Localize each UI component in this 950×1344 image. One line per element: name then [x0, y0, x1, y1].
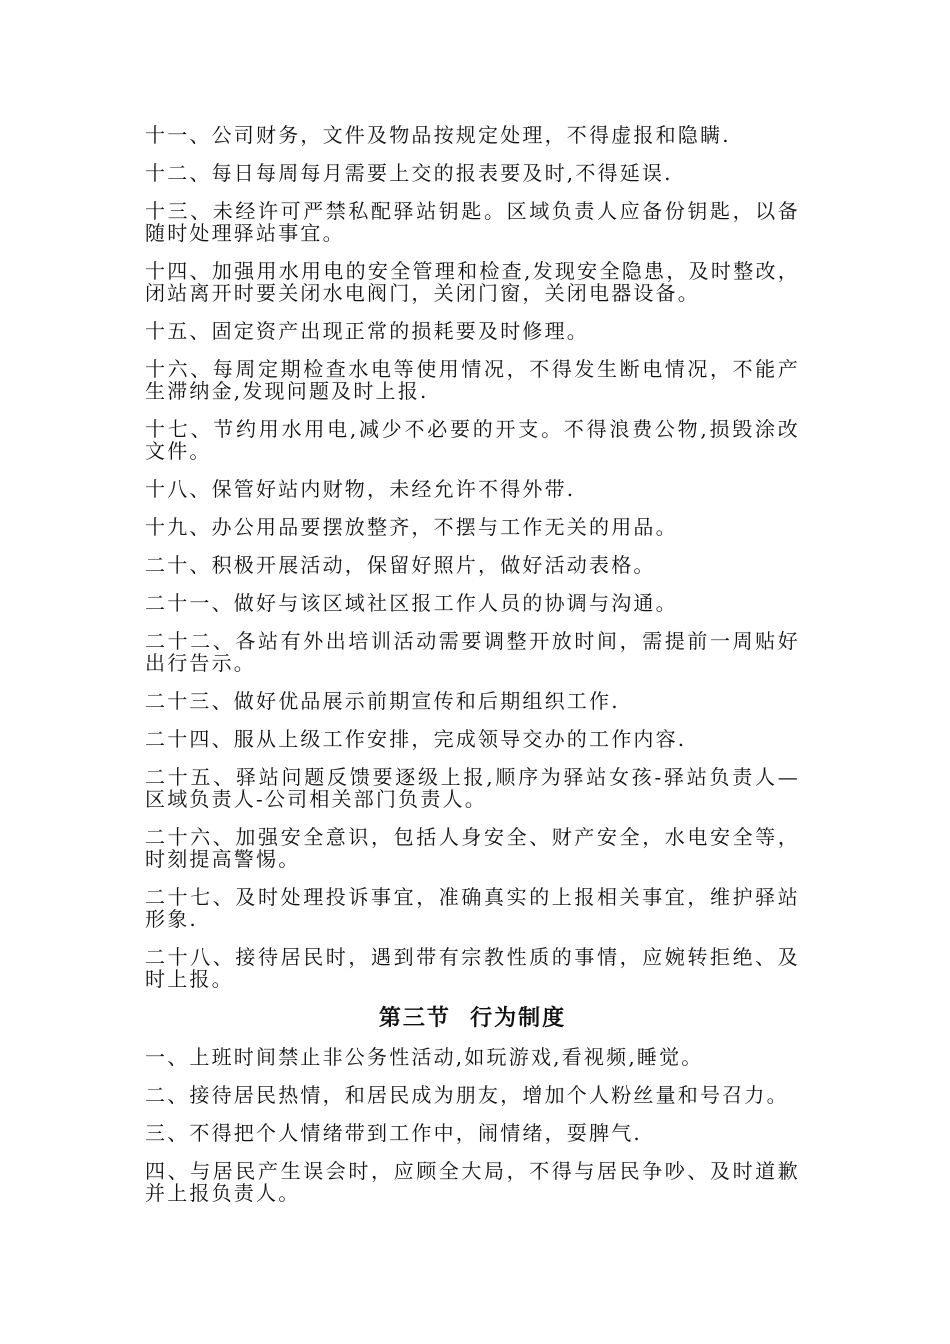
rule-paragraph: 二十四、服从上级工作安排，完成领导交办的工作内容. [145, 727, 687, 751]
rule-paragraph: 三、不得把个人情绪带到工作中，闹情绪，耍脾气. [145, 1121, 642, 1145]
rule-paragraph: 二十八、接待居民时，遇到带有宗教性质的事情，应婉转拒绝、及时上报。 [145, 945, 800, 991]
rule-paragraph: 十五、固定资产出现正常的损耗要及时修理。 [145, 319, 589, 343]
rule-paragraph: 十三、未经许可严禁私配驿站钥匙。区域负责人应备份钥匙，以备随时处理驿站事宜。 [145, 199, 800, 245]
rule-paragraph: 十四、加强用水用电的安全管理和检查,发现安全隐患，及时整改，闭站离开时要关闭水电阀门，关闭门窗，关闭电器设备。 [145, 259, 800, 305]
rules-list-before [145, 124, 800, 990]
rule-paragraph: 二十、积极开展活动，保留好照片，做好活动表格。 [145, 553, 656, 577]
document-body [145, 124, 800, 1220]
rule-paragraph: 十六、每周定期检查水电等使用情况，不得发生断电情况，不能产生滞纳金,发现问题及时上报. [145, 357, 800, 403]
rule-paragraph: 十八、保管好站内财物，未经允许不得外带. [145, 477, 576, 501]
rule-paragraph: 二十六、加强安全意识，包括人身安全、财产安全，水电安全等，时刻提高警惕。 [145, 825, 800, 871]
rules-list-after [145, 1046, 800, 1204]
rule-paragraph: 十二、每日每周每月需要上交的报表要及时,不得延误. [145, 161, 673, 185]
rule-paragraph: 二、接待居民热情，和居民成为朋友，增加个人粉丝量和号召力。 [145, 1083, 789, 1107]
rule-paragraph: 二十三、做好优品展示前期宣传和后期组织工作. [145, 689, 620, 713]
rule-paragraph: 二十一、做好与该区域社区报工作人员的协调与沟通。 [145, 591, 678, 615]
rule-paragraph: 一、上班时间禁止非公务性活动,如玩游戏,看视频,睡觉。 [145, 1045, 704, 1069]
rule-paragraph: 二十二、各站有外出培训活动需要调整开放时间，需提前一周贴好出行告示。 [145, 629, 800, 675]
rule-paragraph: 十九、办公用品要摆放整齐，不摆与工作无关的用品。 [145, 515, 678, 539]
rule-paragraph: 二十五、驿站问题反馈要逐级上报,顺序为驿站女孩-驿站负责人—区域负责人-公司相关部门负责人。 [145, 765, 800, 811]
rule-paragraph: 四、与居民产生误会时，应顾全大局，不得与居民争吵、及时道歉并上报负责人。 [145, 1159, 800, 1205]
rule-paragraph: 十一、公司财务，文件及物品按规定处理，不得虚报和隐瞒. [145, 123, 731, 147]
section-title: 第三节 行为制度 [378, 1006, 567, 1031]
rule-paragraph: 十七、节约用水用电,减少不必要的开支。不得浪费公物,损毁涂改文件。 [145, 417, 800, 463]
rule-paragraph: 二十七、及时处理投诉事宜，准确真实的上报相关事宜，维护驿站形象. [145, 885, 800, 931]
